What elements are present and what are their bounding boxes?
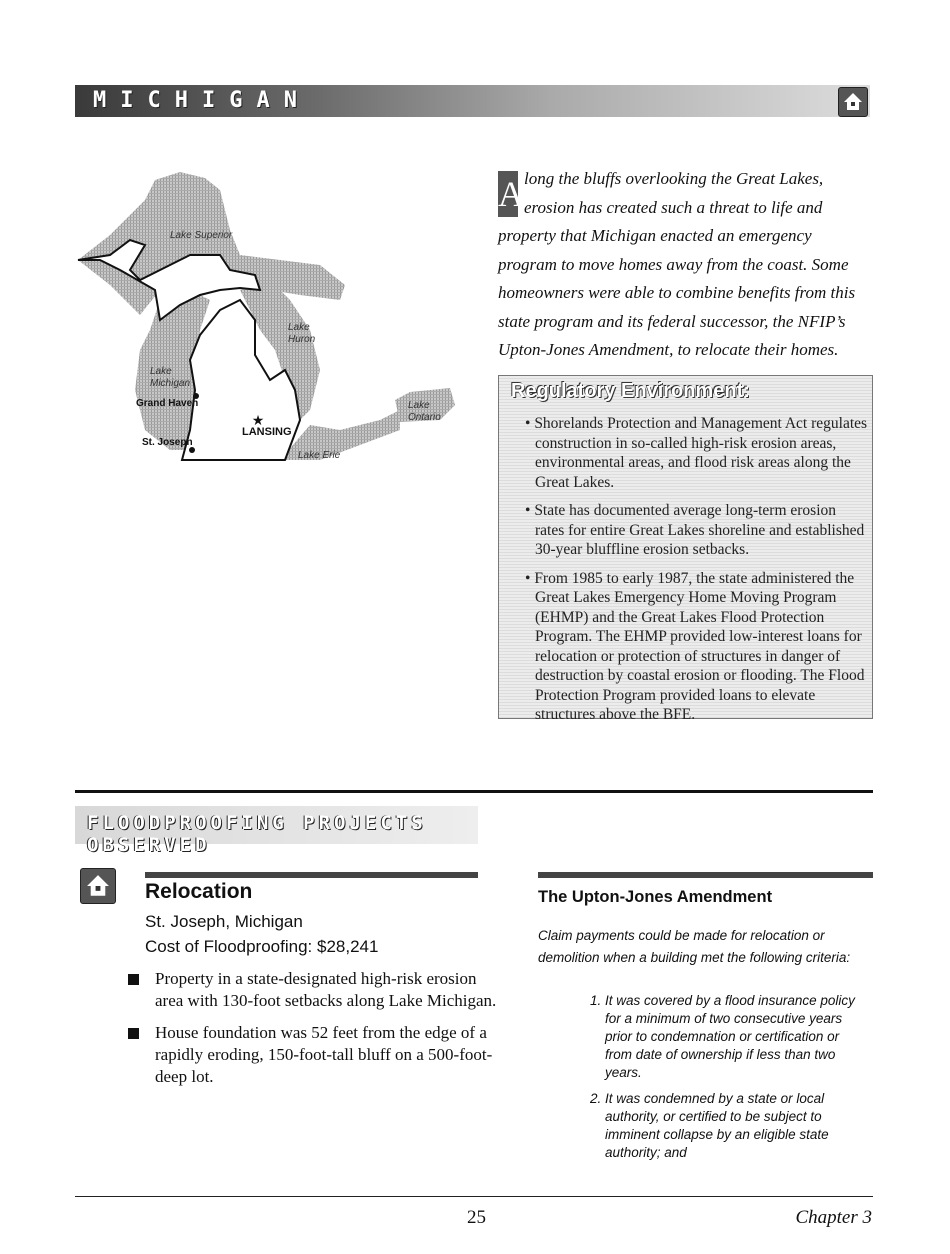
criteria-number: 1. <box>590 993 602 1008</box>
chapter-label: Chapter 3 <box>795 1207 872 1228</box>
lake-superior-shape <box>78 172 345 315</box>
relocation-bullet: House foundation was 52 feet from the edge of a rapidly eroding, 150-foot-tall bluff on a 500-foot-deep lot. <box>128 1022 508 1088</box>
regulatory-list <box>519 414 869 734</box>
footer-rule <box>75 1196 873 1197</box>
section-divider <box>75 790 873 793</box>
upton-jones-title: The Upton-Jones Amendment <box>538 888 773 906</box>
relocation-bullets <box>128 968 508 1098</box>
upton-jones-intro: Claim payments could be made for relocation or demolition when a building met the following criteria: <box>538 928 851 965</box>
regulatory-item: • Shorelands Protection and Management Act regulates construction in so-called high-risk erosion areas, environmental areas, and flood risk areas along the Great Lakes. <box>519 414 869 492</box>
relocation-cost: Cost of Floodproofing: $28,241 <box>145 937 379 956</box>
relocation-bar <box>145 872 478 878</box>
intro-paragraph <box>498 165 873 365</box>
page-number: 25 <box>467 1207 486 1228</box>
label-lake-huron-2: Huron <box>288 334 316 345</box>
svg-text:★: ★ <box>251 414 265 429</box>
regulatory-item: • State has documented average long-term erosion rates for entire Great Lakes shoreline and established 30-year bluffline erosion setbacks. <box>519 501 869 560</box>
regulatory-item: • From 1985 to early 1987, the state administered the Great Lakes Emergency Home Moving Program (EHMP) and the Great Lakes Flood Protection Program. The EHMP provided low-interest loans for relocation or protection of structures in danger of destruction by coastal erosion or flooding. The Flood Protection Program provided loans to elevate structures above the BFE. <box>519 569 869 725</box>
label-lansing: LANSING <box>242 426 292 438</box>
state-banner <box>75 85 870 117</box>
home-icon <box>838 87 868 117</box>
label-lake-michigan-2: Michigan <box>150 378 191 389</box>
label-grand-haven: Grand Haven <box>136 398 199 409</box>
label-lake-erie: Lake Erie <box>298 450 341 461</box>
criteria-item <box>590 1090 855 1162</box>
upton-jones-criteria <box>590 992 855 1170</box>
upton-jones-bar <box>538 872 873 878</box>
relocation-bullet: Property in a state-designated high-risk erosion area with 130-foot setbacks along Lake Michigan. <box>128 968 508 1012</box>
relocation-house-icon <box>80 868 116 904</box>
regulatory-environment-box <box>498 375 873 723</box>
label-lake-ontario-1: Lake <box>408 400 430 411</box>
relocation-location: St. Joseph, Michigan <box>145 912 303 931</box>
drop-cap: A <box>498 171 518 217</box>
relocation-title: Relocation <box>145 880 253 903</box>
label-lake-michigan-1: Lake <box>150 366 172 377</box>
criteria-item <box>590 992 855 1082</box>
section-title: FLOODPROOFING PROJECTS OBSERVED <box>87 812 427 856</box>
state-title: MICHIGAN <box>93 88 311 113</box>
label-lake-huron-1: Lake <box>288 322 310 333</box>
regulatory-title: Regulatory Environment: <box>511 380 750 402</box>
section-banner <box>75 806 478 856</box>
label-lake-superior: Lake Superior <box>170 230 233 241</box>
criteria-text: It was condemned by a state or local authority, or certified to be subject to imminent collapse by an eligible state authority; and <box>605 1091 829 1160</box>
intro-text: long the bluffs overlooking the Great Lakes, erosion has created such a threat to life and property that Michigan enacted an emergency program to move homes away from the coast. Some homeowners were able to combine benefits from this state program and its federal successor, the NFIP’s Upton-Jones Amendment, to relocate their homes. <box>498 169 856 359</box>
michigan-map <box>70 160 470 480</box>
label-st-joseph: St. Joseph <box>142 437 193 448</box>
label-lake-ontario-2: Ontario <box>408 412 441 423</box>
criteria-number: 2. <box>590 1091 602 1106</box>
criteria-text: It was covered by a flood insurance policy for a minimum of two consecutive years prior to condemnation or certification or from date of ownership if less than two years. <box>605 993 855 1080</box>
